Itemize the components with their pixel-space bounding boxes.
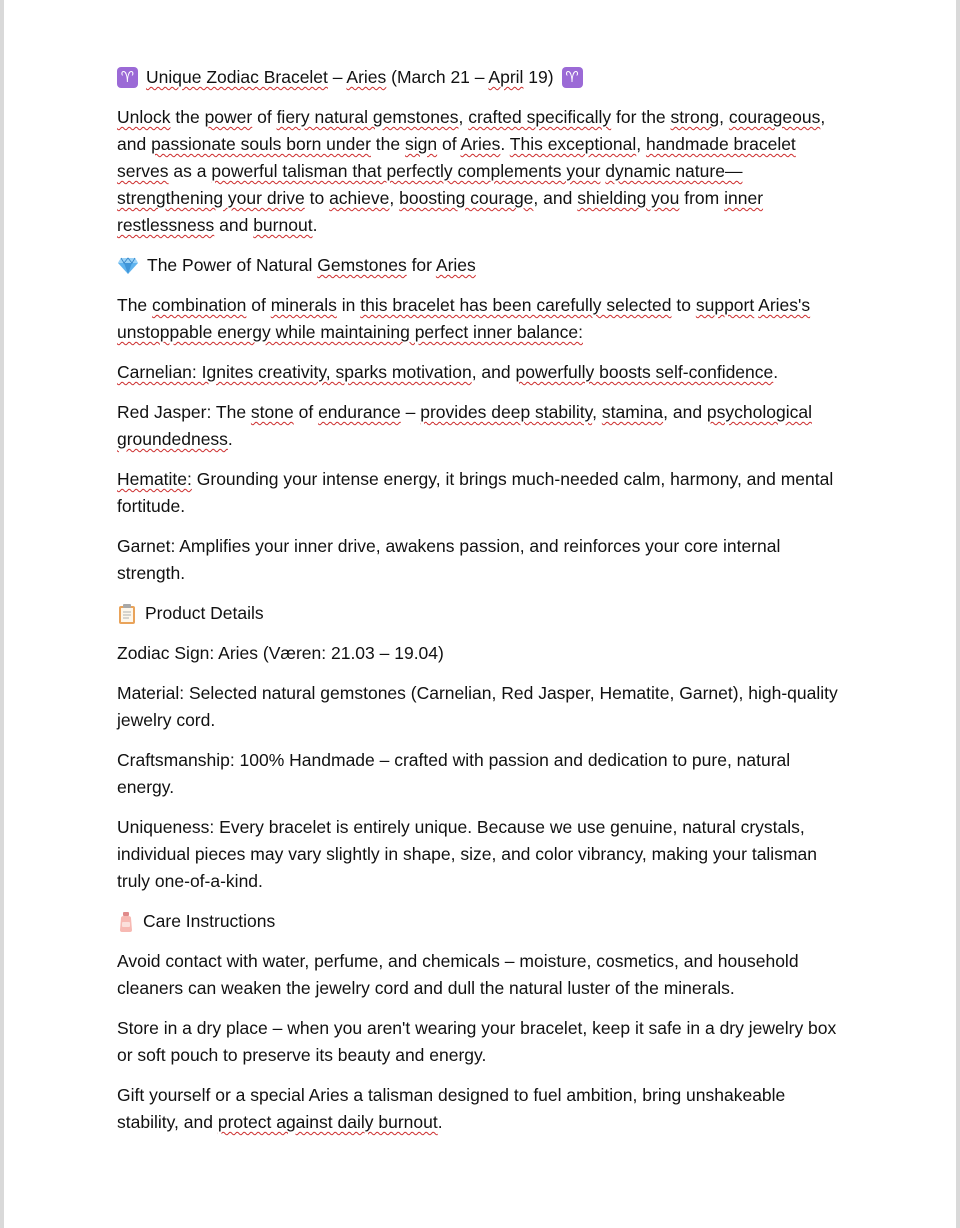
intro-part: This exceptional [509,134,637,154]
title-part: – [327,67,347,87]
intro-part: , [636,134,646,154]
title-heading [117,64,847,91]
power-intro-part: of [246,295,271,315]
title-part: April [488,67,524,87]
detail-craftsmanship: Craftsmanship: 100% Handmade – crafted with passion and dedication to pure, natural energy. [117,750,791,797]
stone-part: of [293,402,319,422]
power-intro-part: minerals [270,295,337,315]
intro-part: , and [533,188,578,208]
stone-garnet: Garnet: Amplifies your inner drive, awakens passion, and reinforces your core internal strength. [117,536,781,583]
intro-part: strong [670,107,720,127]
power-heading-part: for [406,255,436,275]
details-heading [117,600,847,627]
lotion-bottle-icon [117,911,135,933]
intro-part: burnout [253,215,313,235]
stone-part: stone [250,402,294,422]
intro-part: sign [405,134,438,154]
detail-zodiac: Zodiac Sign: Aries (Væren: 21.03 – 19.04) [117,643,444,663]
power-intro-part: this bracelet has been carefully selected [360,295,672,315]
stone-part: – [400,402,421,422]
stone-red-jasper [117,399,847,453]
power-intro-part: support [695,295,755,315]
stone-part: Carnelian: Ignites creativity, sparks motivation [117,362,472,382]
power-heading-part: The Power of Natural [147,255,318,275]
intro-part: , [719,107,729,127]
stone-part: Hematite: [117,469,192,489]
stone-part: , [592,402,602,422]
intro-part: . [500,134,510,154]
power-intro-part: in [336,295,361,315]
clipboard-icon [117,603,137,625]
power-heading [117,252,847,279]
care-gift-part: Gift yourself or a special Aries a talisman designed to fuel ambition, bring unshakeable stability, and [117,1085,786,1132]
aries-sign-icon: ♈ [117,67,138,88]
power-heading-part: Gemstones [317,255,407,275]
intro-part: for the [611,107,671,127]
detail-uniqueness: Uniqueness: Every bracelet is entirely unique. Because we use genuine, natural crystals, individual pieces may vary slightly in shape, size, and color vibrancy, making your talisman truly one-of-a-kind. [117,817,817,891]
care-heading-text: Care Instructions [143,911,276,931]
stone-part: endurance [318,402,401,422]
intro-part: dynamic nature—strengthening your drive [117,161,743,208]
power-heading-text [147,252,476,279]
intro-part: passionate souls born under [151,134,371,154]
intro-part: courageous [728,107,821,127]
intro-part: to [304,188,330,208]
stone-part: provides deep stability [420,402,593,422]
power-heading-part: Aries [435,255,476,275]
care-heading [117,908,847,935]
stone-part: , and [471,362,516,382]
power-intro-paragraph [117,292,847,346]
aries-sign-icon: ♈ [562,67,583,88]
title-part: Aries [346,67,387,87]
intro-part: and [214,215,254,235]
intro-part: of [252,107,277,127]
title-part: 19) [523,67,554,87]
intro-part: achieve [329,188,390,208]
intro-paragraph [117,104,847,239]
stone-part: powerfully boosts self-confidence [515,362,774,382]
intro-part: , [389,188,400,208]
stone-carnelian [117,359,847,386]
intro-part: fiery natural gemstones [276,107,459,127]
care-avoid: Avoid contact with water, perfume, and chemicals – moisture, cosmetics, and household cleaners can weaken the jewelry cord and dull the natural luster of the minerals. [117,951,799,998]
title-part: Unique Zodiac Bracelet [146,67,328,87]
intro-part: inner restlessness [117,188,764,235]
care-gift-part: protect against daily burnout [217,1112,438,1132]
stone-part: . [773,362,779,382]
intro-part: Unlock [117,107,171,127]
stone-part: stamina [601,402,664,422]
intro-part: power [204,107,253,127]
document-body[interactable] [117,64,847,1149]
detail-material: Material: Selected natural gemstones (Carnelian, Red Jasper, Hematite, Garnet), high-quality jewelry cord. [117,683,838,730]
intro-part: as a [168,161,212,181]
title-part: (March 21 – [386,67,489,87]
gem-stone-icon [117,257,139,275]
power-intro-part: Aries's unstoppable energy while maintaining perfect inner balance: [117,295,811,342]
stone-part: Grounding your intense energy, it brings much-needed calm, harmony, and mental fortitude. [117,469,834,516]
intro-part: boosting courage [399,188,534,208]
intro-part: the [170,107,205,127]
details-heading-text: Product Details [145,603,264,623]
power-intro-part: to [671,295,696,315]
stone-part: Red Jasper: The [117,402,251,422]
stone-part: psychological groundedness [117,402,812,449]
power-intro-part: The [117,295,153,315]
intro-part: . [312,215,318,235]
stone-hematite [117,466,847,520]
intro-part: of [437,134,461,154]
stone-part: . [227,429,233,449]
intro-part: , and [117,107,826,154]
intro-part: , [458,107,469,127]
stone-part: , and [663,402,707,422]
intro-part: from [679,188,725,208]
care-store: Store in a dry place – when you aren't wearing your bracelet, keep it safe in a dry jewelry box or soft pouch to preserve its beauty and energy. [117,1018,837,1065]
intro-part: shielding you [577,188,680,208]
power-intro-part: combination [152,295,247,315]
intro-part: Aries [460,134,501,154]
intro-part: powerful talisman that perfectly complements your [211,161,601,181]
care-gift [117,1082,847,1136]
intro-part: the [370,134,405,154]
title-text [146,64,554,91]
intro-part: handmade bracelet serves [117,134,796,181]
care-gift-part: . [437,1112,443,1132]
intro-part: crafted specifically [468,107,612,127]
